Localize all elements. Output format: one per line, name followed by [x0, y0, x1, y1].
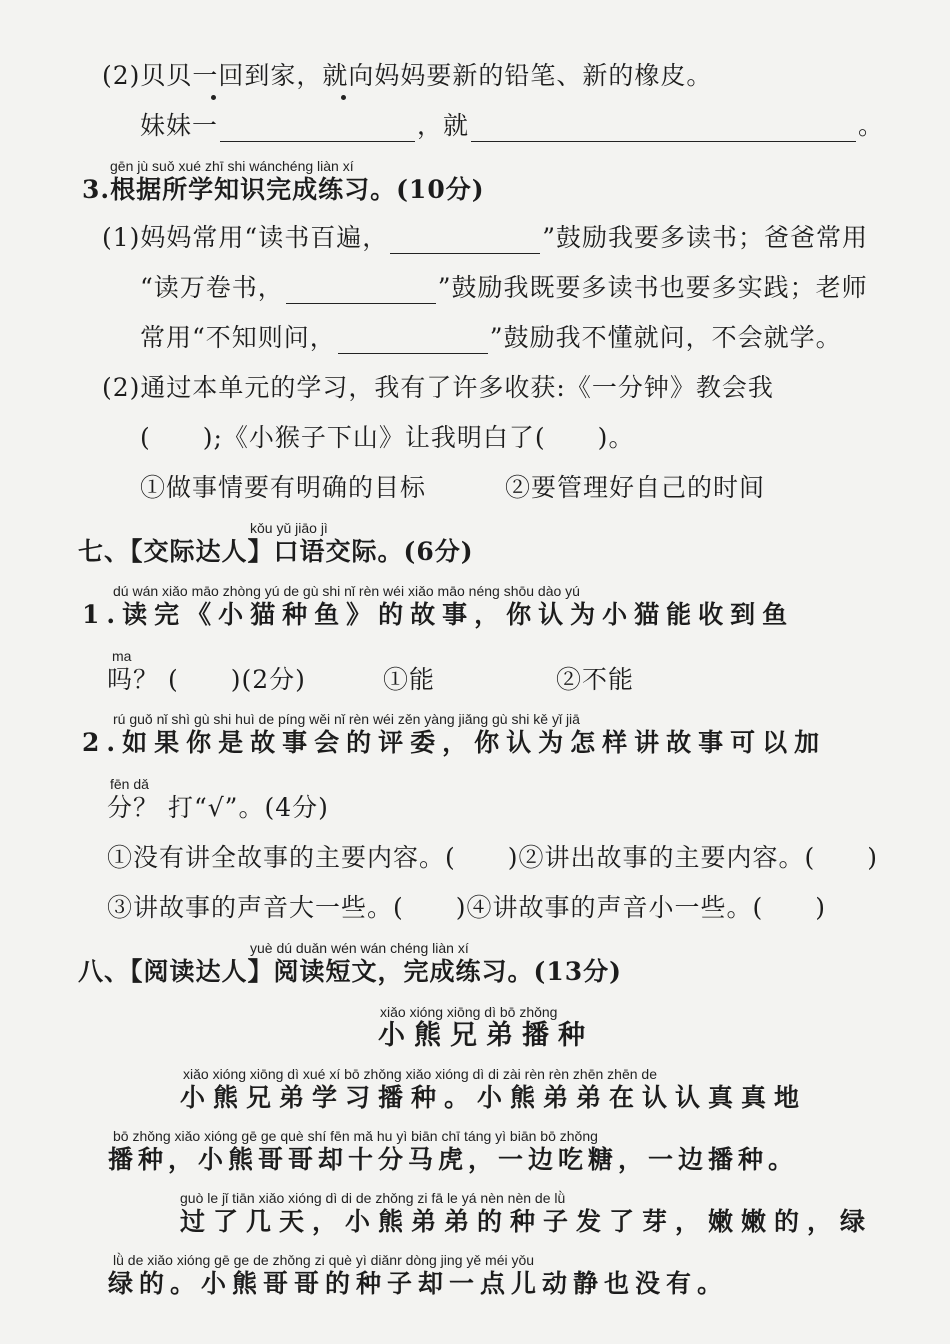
pinyin-s7-2: rú guǒ nǐ shì gù shi huì de píng wěi nǐ rèn wéi zěn yàng jiǎng gù shi kě yǐ jiā	[113, 711, 580, 727]
reading-line-3: 过了几天，小熊弟弟的种子发了芽，嫩嫩的，绿	[180, 1207, 874, 1236]
pinyin-s7-1b: ma	[112, 648, 132, 664]
answer-blank-buzhizewen[interactable]	[338, 329, 488, 354]
s7-1-option-2: ②不能	[556, 665, 635, 694]
answer-blank-dushubaibian[interactable]	[390, 229, 540, 254]
q3-1-line3: 常用“不知则问， ”鼓励我不懂就问，不会就学。	[140, 323, 842, 352]
pinyin-section-7: kǒu yǔ jiāo jì	[250, 520, 328, 536]
reading-line-4: 绿的。小熊哥哥的种子却一点儿动静也没有。	[108, 1269, 729, 1298]
answer-blank-2[interactable]	[471, 117, 856, 142]
answer-blank-1[interactable]	[220, 117, 415, 142]
pinyin-para-4: lǜ de xiǎo xióng gē ge de zhǒng zi què yì diǎnr dòng jing yě méi yǒu	[113, 1252, 535, 1268]
s7-2-options-row2: ③讲故事的声音大一些。( )④讲故事的声音小一些。( )	[107, 893, 827, 922]
pinyin-s7-1: dú wán xiǎo māo zhòng yú de gù shi nǐ rèn wéi xiǎo māo néng shōu dào yú	[113, 583, 580, 599]
q3-2-line2: ( );《小猴子下山》让我明白了( )。	[140, 423, 635, 452]
pinyin-title: xiǎo xióng xiōng dì bō zhǒng	[380, 1004, 558, 1020]
exercise-2-sentence: (2)贝贝一回到家，就向妈妈要新的铅笔、新的橡皮。	[102, 61, 713, 90]
s7-1-answer: 吗？ ( )(2分)	[107, 665, 306, 694]
answer-blank-duwanjuanshu[interactable]	[286, 279, 436, 304]
section-7-question-2: 2.如果你是故事会的评委，你认为怎样讲故事可以加	[82, 728, 827, 757]
s7-2-options-row1: ①没有讲全故事的主要内容。( )②讲出故事的主要内容。( )	[107, 843, 879, 872]
q3-option-1: ①做事情要有明确的目标	[140, 473, 427, 502]
pinyin-section-8: yuè dú duǎn wén wán chéng liàn xí	[250, 940, 469, 956]
pinyin-s7-2b: fēn dǎ	[110, 776, 149, 792]
section-7-heading: 七、【交际达人】口语交际。(6分)	[78, 537, 474, 566]
reading-line-1: 小熊兄弟学习播种。小熊弟弟在认认真真地	[180, 1083, 808, 1112]
section-7-question-1: 1.读完《小猫种鱼》的故事，你认为小猫能收到鱼	[82, 600, 795, 629]
emphasis-dot	[341, 95, 346, 100]
pinyin-para-1: xiǎo xióng xiōng dì xué xí bō zhǒng xiǎo xióng dì di zài rèn rèn zhēn zhēn de	[183, 1066, 657, 1082]
pinyin-q3: gēn jù suǒ xué zhī shi wánchéng liàn xí	[110, 158, 354, 174]
exercise-2-fill-line: 妹妹一 ，就 。	[140, 111, 885, 140]
section-8-heading: 八、【阅读达人】阅读短文，完成练习。(13分)	[78, 957, 622, 986]
emphasis-dot	[211, 95, 216, 100]
q3-2-line1: (2)通过本单元的学习，我有了许多收获:《一分钟》教会我	[102, 373, 774, 402]
s7-1-option-1: ①能	[383, 665, 436, 694]
reading-title: 小熊兄弟播种	[378, 1020, 594, 1051]
q3-1-line2: “读万卷书， ”鼓励我既要多读书也要多实践；老师	[140, 273, 868, 302]
reading-line-2: 播种，小熊哥哥却十分马虎，一边吃糖，一边播种。	[108, 1145, 799, 1174]
q3-1-line1: (1)妈妈常用“读书百遍， ”鼓励我要多读书；爸爸常用	[102, 223, 868, 252]
pinyin-para-2: bō zhǒng xiǎo xióng gē ge què shí fēn mǎ hu yì biān chī táng yì biān bō zhǒng	[113, 1128, 598, 1144]
q3-option-2: ②要管理好自己的时间	[505, 473, 766, 502]
question-3-heading: 3.根据所学知识完成练习。(10分)	[82, 175, 485, 204]
pinyin-para-3: guò le jǐ tiān xiǎo xióng dì di de zhǒng zi fā le yá nèn nèn de lǜ	[180, 1190, 566, 1206]
s7-2-instruction: 分？ 打“√”。(4分)	[107, 793, 329, 822]
